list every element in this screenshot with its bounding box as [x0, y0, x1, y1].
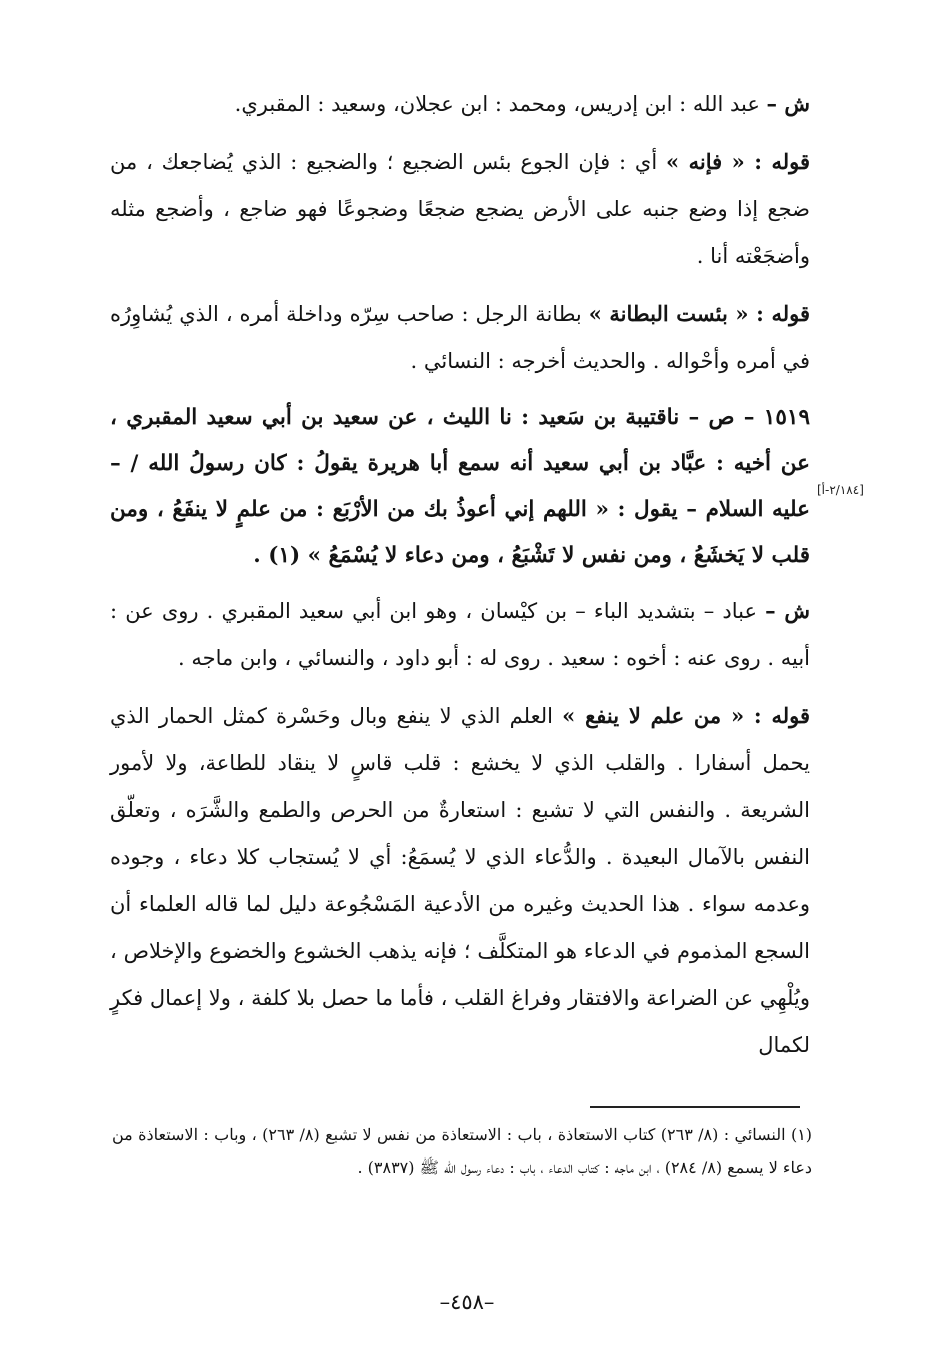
footnotes — [112, 1118, 812, 1184]
footnote-1: (١) النسائي : (٨/ ٢٦٣) كتاب الاستعاذة ، باب : الاستعاذة من نفس لا تشبع (٨/ ٢٦٣) ، وباب : الاستعاذة من دعاء لا يسمع (٨/ ٢٨٤) ، ابن ماجه : كتاب الدعاء ، باب : دعاء رسول الله ﷺ (٣٨٣٧) . — [112, 1125, 813, 1177]
paragraph-2 — [110, 138, 810, 280]
paragraph-1 — [110, 80, 810, 128]
hadith-1519 — [110, 395, 810, 579]
paragraph-3 — [110, 290, 810, 385]
paragraph-lead: قوله : « فإنه » — [666, 149, 810, 174]
paragraph-6 — [110, 692, 810, 1069]
page-number: –٤٥٨– — [439, 1290, 495, 1314]
paragraph-text: العلم الذي لا ينفع وبال وحَسْرة كمثل الحمار الذي يحمل أسفارا . والقلب الذي لا يخشع : قلب قاسٍ لا ينقاد للطاعة، ولا لأمور الشريعة . والنفس التي لا تشبع : استعارةٌ من الحرص والطمع والشَّرَه ، وتعلّق النفس بالآمال البعيدة . والدُّعاء الذي لا يُسمَعُ: أي لا يُستجاب كلا دعاء ، وجوده وعدمه سواء . هذا الحديث وغيره من الأدعية المَسْجُوعة دليل لما قاله العلماء أن السجع المذموم في الدعاء هو المتكلَّف ؛ فإنه يذهب الخشوع والخضوع والإخلاص ، ويُلْهِي عن الضراعة والافتقار وفراغ القلب ، فأما ما حصل بلا كلفة ، ولا إعمال فكرٍ لكمال — [110, 704, 811, 1057]
paragraph-text: أي : فإن الجوع بئس الضجيع ؛ والضجيع : الذي يُضاجعك ، من ضجع إذا وضع جنبه على الأرض يضجع ضجعًا وضجوعًا فهو ضاجع ، وأضجع مثله وأضجَعْته أنا . — [110, 150, 810, 268]
hadith-text: ١٥١٩ – ص – ناقتيبة بن سَعيد : نا الليث ، عن سعيد بن أبي سعيد المقبري ، عن أخيه : عبَّاد بن أبي سعيد أنه سمع أبا هريرة يقولُ : كان رسولُ الله / – عليه السلام – يقول : « اللهم إني أعوذُ بك من الأرْبَع : من علمٍ لا ينفَعُ ، ومن قلب لا يَخشَعُ ، ومن نفس لا تَشْبَعُ ، ومن دعاء لا يُسْمَعُ » (١) . — [110, 405, 810, 568]
paragraph-text: عبد الله : ابن إدريس، ومحمد : ابن عجلان، وسعيد : المقبري. — [234, 92, 767, 116]
paragraph-text: عباد – بتشديد الباء – بن كيْسان ، وهو ابن أبي سعيد المقبري . روى عن : أبيه . روى عنه : أخوه : سعيد . روى له : أبو داود ، والنسائي ، وابن ماجه . — [110, 599, 810, 670]
footnote-divider — [590, 1106, 800, 1108]
paragraph-5 — [110, 587, 810, 682]
paragraph-lead: قوله : « بئست البطانة » — [588, 301, 810, 326]
paragraph-text: بطانة الرجل : صاحب سِرّه وداخلة أمره ، الذي يُشاوِرُه في أمره وأحْواله . والحديث أخرجه : النسائي . — [110, 302, 810, 373]
paragraph-lead: ش – — [765, 598, 810, 623]
main-text — [110, 80, 810, 1079]
margin-reference: [٢/١٨٤-أ] — [817, 483, 864, 497]
paragraph-lead: قوله : « من علم لا ينفع » — [562, 703, 811, 728]
paragraph-lead: ش – — [766, 91, 810, 116]
